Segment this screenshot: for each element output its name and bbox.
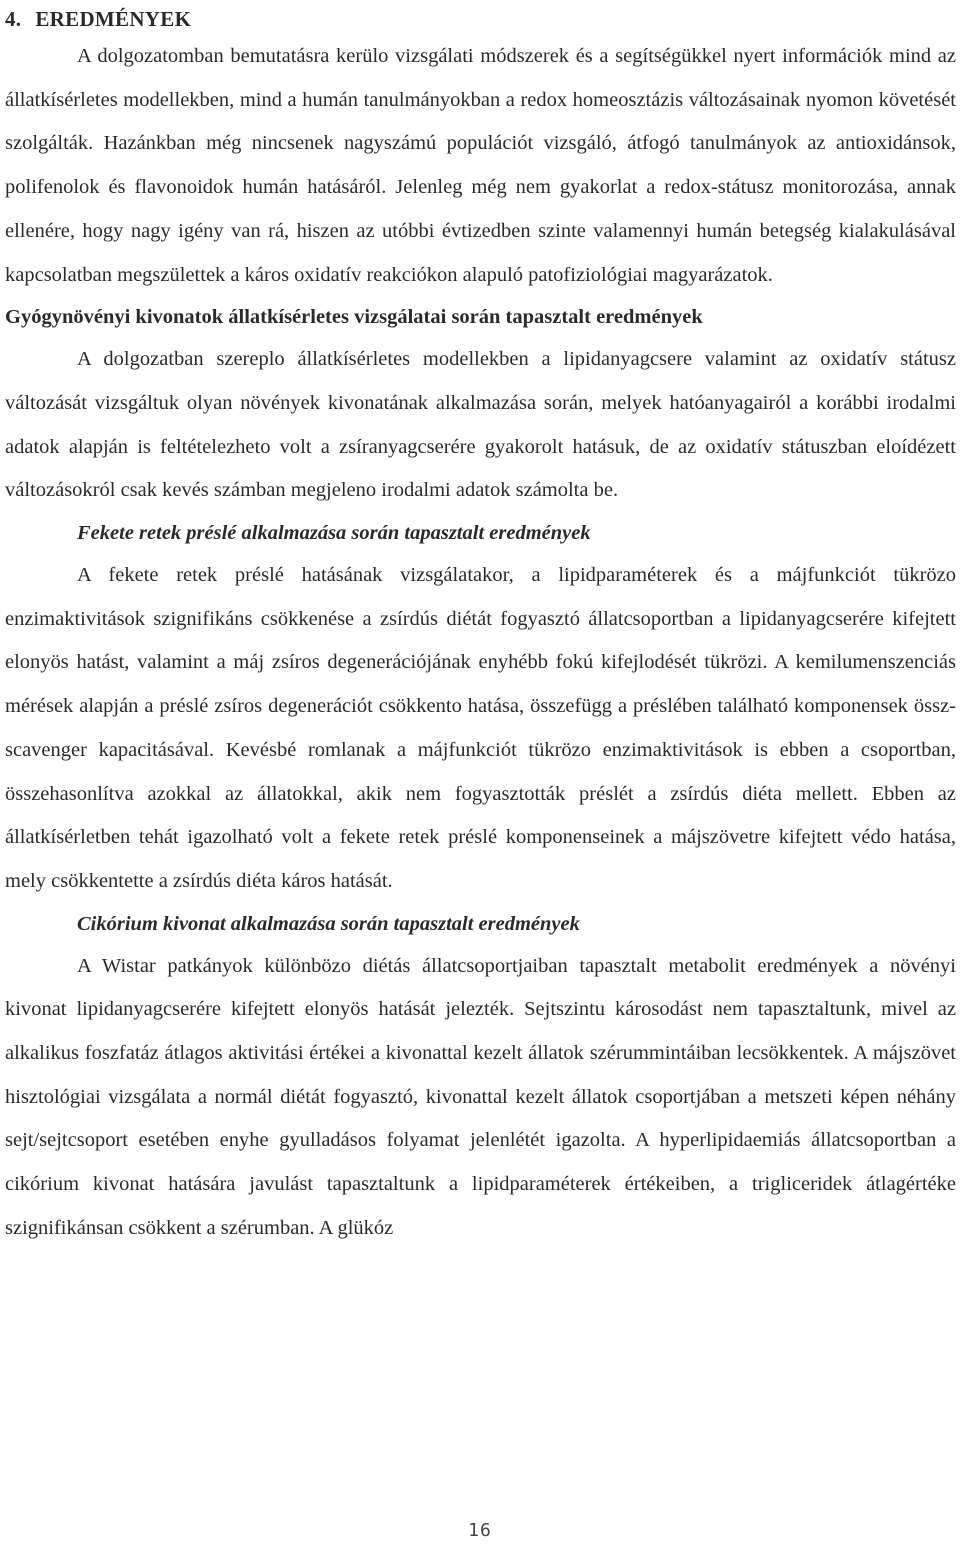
chapter-heading <box>5 4 956 34</box>
chapter-number: 4. <box>5 7 22 31</box>
intro-paragraph: A dolgozatomban bemutatásra kerülo vizsgálati módszerek és a segítségükkel nyert információk mind az állatkísérletes modellekben, mind a humán tanulmányokban a redox homeosztázis változásainak nyomon követését szolgálták. Hazánkban még nincsenek nagyszámú populációt vizsgáló, átfogó tanulmányok az antioxidánsok, polifenolok és flavonoidok humán hatásáról. Jelenleg még nem gyakorlat a redox-státusz monitorozása, annak ellenére, hogy nagy igény van rá, hiszen az utóbbi évtizedben szinte valamennyi humán betegség kialakulásával kapcsolatban megszülettek a káros oxidatív reakciókon alapuló patofiziológiai magyarázatok. <box>5 45 956 286</box>
subsection-paragraph-fekete-retek: A fekete retek préslé hatásának vizsgálatakor, a lipidparaméterek és a májfunkciót tükrözo enzimaktivitások szignifikáns csökkenése a zsírdús diétát fogyasztó állatcsoportban a lipidanyagcserére kifejtett elonyös hatást, valamint a máj zsíros degenerációjának enyhébb fokú kifejlodését tükrözi. A kemilumenszenciás mérések alapján a préslé zsíros degenerációt csökkento hatása, összefügg a préslében található komponensek össz-scavenger kapacitásával. Kevésbé romlanak a májfunkciót tükrözo enzimaktivitások is ebben a csoportban, összehasonlítva azokkal az állatokkal, akik nem fogyasztották préslét a zsírdús diéta mellett. Ebben az állatkísérletben tehát igazolható volt a fekete retek préslé komponenseinek a májszövetre kifejtett védo hatása, mely csökkentette a zsírdús diéta káros hatását. <box>5 564 956 892</box>
subsection-heading-cikorium: Cikórium kivonat alkalmazása során tapasztalt eredmények <box>77 912 580 935</box>
section-paragraph: A dolgozatban szereplo állatkísérletes modellekben a lipidanyagcsere valamint az oxidatív státusz változását vizsgáltuk olyan növények kivonatának alkalmazása során, melyek hatóanyagairól a korábbi irodalmi adatok alapján is feltételezheto volt a zsíranyagcserére gyakorolt hatásuk, de az oxidatív státuszban eloídézett változásokról csak kevés számban megjeleno irodalmi adatok számolta be. <box>5 348 956 502</box>
document-page <box>5 0 956 1251</box>
page-number: 16 <box>468 1520 492 1541</box>
section-heading: Gyógynövényi kivonatok állatkísérletes vizsgálatai során tapasztalt eredmények <box>5 306 703 329</box>
subsection-heading-fekete-retek: Fekete retek préslé alkalmazása során tapasztalt eredmények <box>77 522 591 545</box>
chapter-title: EREDMÉNYEK <box>35 7 192 31</box>
subsection-paragraph-cikorium: A Wistar patkányok különbözo diétás állatcsoportjaiban tapasztalt metabolit eredmények a növényi kivonat lipidanyagcserére kifejtett elonyös hatását jelezték. Sejtszintu károsodást nem tapasztaltunk, mivel az alkalikus foszfatáz átlagos aktivitási értékei a kivonattal kezelt állatok szérummintáiban lecsökkentek. A májszövet hisztológiai vizsgálata a normál diétát fogyasztó, kivonattal kezelt állatok csoportjában a metszeti képen néhány sejt/sejtcsoport esetében enyhe gyulladásos folyamat jelenlétét igazolta. A hyperlipidaemiás állatcsoportban a cikórium kivonat hatására javulást tapasztaltunk a lipidparaméterek értékeiben, a trigliceridek átlagértéke szignifikánsan csökkent a szérumban. A glükóz <box>5 954 956 1239</box>
